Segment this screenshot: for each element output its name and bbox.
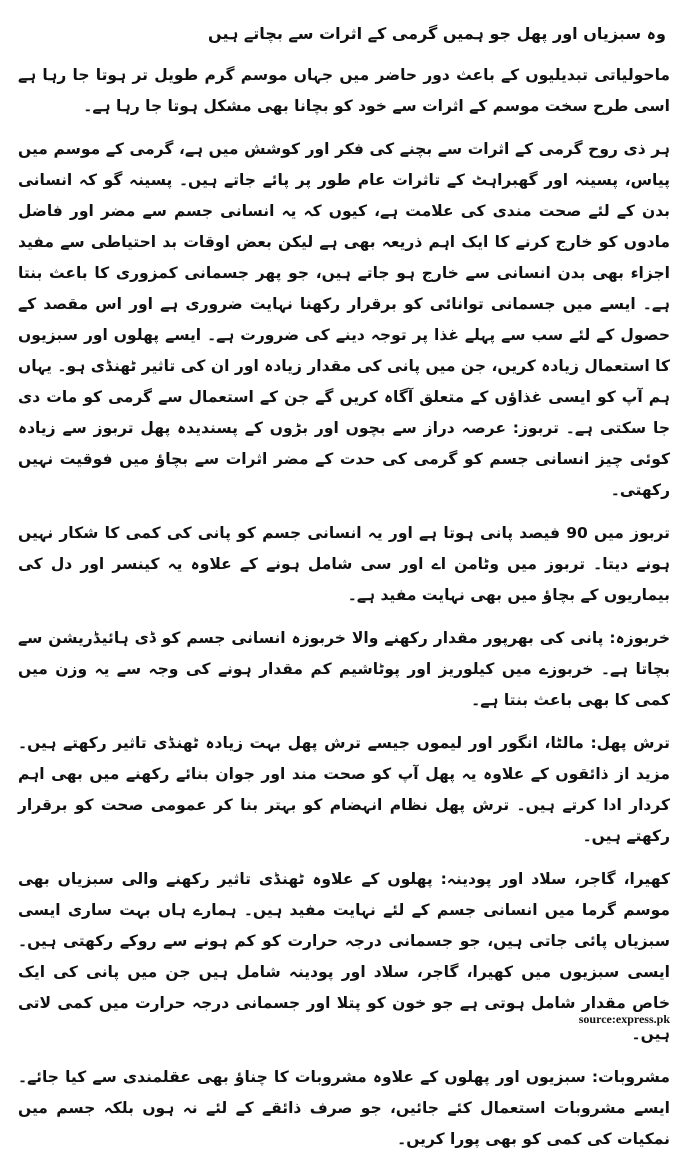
- paragraph-heat-effects: ہر ذی روح گرمی کے اثرات سے بچنے کی فکر اور کوشش میں ہے، گرمی کے موسم میں پیاس، پسینہ اور گھبراہٹ کے تاثرات عام طور پر پائے جاتے ہیں۔ پسینہ گو کہ انسانی بدن کے لئے صحت مندی کی علامت ہے، کیوں کہ یہ انسانی جسم سے مضر اور فاضل مادوں کو خارج کرنے کا ایک اہم ذریعہ بھی ہے لیکن بعض اوقات بد احتیاطی سے مفید اجزاء بھی بدن انسانی سے خارج ہو جاتے ہیں، جو پھر جسمانی کمزوری کا باعث بنتا ہے۔ ایسے میں جسمانی توانائی کو برقرار رکھنا نہایت ضروری ہے اور اس مقصد کے حصول کے لئے سب سے پہلے غذا پر توجہ دینے کی ضرورت ہے۔ ایسے پھلوں اور سبزیوں کا استعمال زیادہ کریں، جن میں پانی کی مقدار زیادہ اور ان کی تاثیر ٹھنڈی ہو۔ یہاں ہم آپ کو ایسی غذاؤں کے متعلق آگاہ کریں گے جن کے استعمال سے گرمی کو مات دی جا سکتی ہے۔ تربوز: عرصہ دراز سے بچوں اور بڑوں کے پسندیدہ پھل تربوز سے زیادہ کوئی چیز انسانی جسم کو گرمی کی حدت کے مضر اثرات سے بچاؤ میں فوقیت نہیں رکھتی۔: [18, 140, 670, 499]
- article-body: [18, 22, 670, 1167]
- paragraph-melon: خربوزہ: پانی کی بھرپور مقدار رکھنے والا خربوزہ انسانی جسم کو ڈی ہائیڈریشن سے بچاتا ہے۔ خربوزے میں کیلوریز اور پوٹاشیم کم مقدار ہونے کی وجہ سے یہ وزن میں کمی کا بھی باعث بنتا ہے۔: [18, 629, 670, 709]
- paragraph-drinks: مشروبات: سبزیوں اور پھلوں کے علاوہ مشروبات کا چناؤ بھی عقلمندی سے کیا جائے۔ ایسے مشروبات استعمال کئے جائیں، جو صرف ذائقے کے لئے نہ ہوں بلکہ جسم میں نمکیات کی کمی کو بھی پورا کریں۔: [18, 1068, 670, 1148]
- paragraph-vegetables: کھیرا، گاجر، سلاد اور پودینہ: پھلوں کے علاوہ ٹھنڈی تاثیر رکھنے والی سبزیاں بھی موسم گرما میں انسانی جسم کے لئے نہایت مفید ہیں۔ ہمارے ہاں بہت ساری ایسی سبزیاں پائی جاتی ہیں، جو جسمانی درجہ حرارت کو کم ہونے سے روکے رکھتی ہیں۔ ایسی سبزیوں میں کھیرا، گاجر، سلاد اور پودینہ شامل ہیں جن میں پانی کی ایک خاص مقدار شامل ہوتی ہے جو خون کو پتلا اور جسمانی درجہ حرارت میں کمی لاتی ہیں۔: [18, 870, 670, 1043]
- paragraph-intro: ماحولیاتی تبدیلیوں کے باعث دور حاضر میں جہاں موسم گرم طویل تر ہوتا جا رہا ہے اسی طرح سخت موسم کے اثرات سے خود کو بچانا بھی مشکل ہوتا جا رہا ہے۔: [18, 66, 670, 115]
- article-title: وہ سبزیاں اور پھل جو ہمیں گرمی کے اثرات سے بچاتے ہیں: [208, 24, 666, 43]
- paragraph-citrus: ترش پھل: مالٹا، انگور اور لیموں جیسے ترش پھل بہت زیادہ ٹھنڈی تاثیر رکھتے ہیں۔ مزید از ذائقوں کے علاوہ یہ پھل آپ کو صحت مند اور جوان بنائے رکھنے میں بھی اہم کردار ادا کرتے ہیں۔ ترش پھل نظام انہضام کو بہتر بنا کر عمومی صحت کو برقرار رکھتے ہیں۔: [18, 734, 670, 845]
- paragraph-watermelon: تربوز میں 90 فیصد پانی ہوتا ہے اور یہ انسانی جسم کو پانی کی کمی کا شکار نہیں ہونے دیتا۔ تربوز میں وٹامن اے اور سی شامل ہونے کے علاوہ یہ کینسر اور دل کی بیماریوں کے بچاؤ میں بھی نہایت مفید ہے۔: [18, 524, 670, 604]
- source-credit: source:express.pk: [578, 1012, 670, 1026]
